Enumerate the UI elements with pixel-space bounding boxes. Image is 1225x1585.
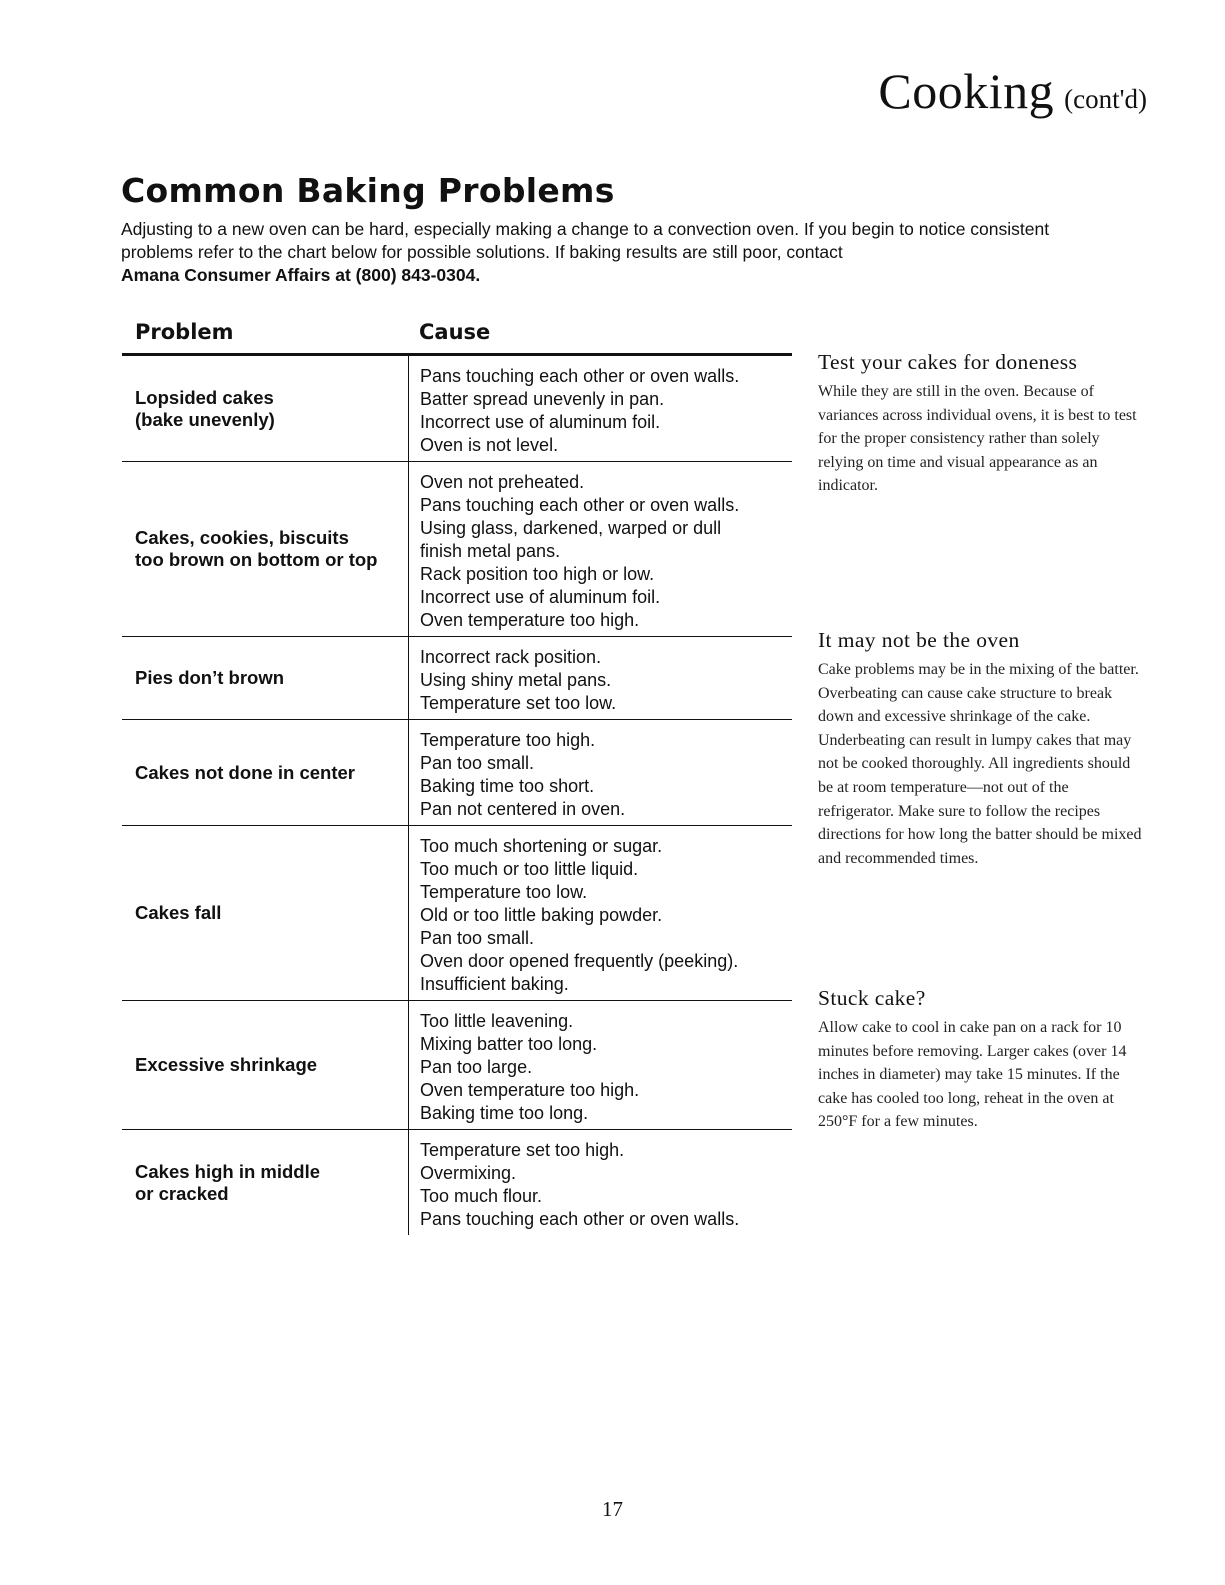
table-row	[122, 826, 792, 1001]
cause-line: Overmixing.	[420, 1163, 517, 1183]
header-title-text: Cooking	[878, 63, 1055, 119]
problem-text: Excessive shrinkage	[135, 1054, 318, 1075]
problem-cell	[122, 462, 408, 636]
tip-heading: Test your cakes for doneness	[818, 350, 1078, 374]
cause-cell	[408, 1130, 792, 1235]
cause-line: Temperature set too low.	[420, 693, 617, 713]
cause-line: Pan too small.	[420, 928, 535, 948]
intro-paragraph	[121, 218, 1081, 287]
cause-line: Too little leavening.	[420, 1011, 574, 1031]
cause-cell	[408, 462, 792, 636]
cause-line: Rack position too high or low.	[420, 564, 655, 584]
problem-cell	[122, 637, 408, 719]
problem-cell	[122, 356, 408, 461]
table-row	[122, 637, 792, 720]
cause-line: Pan not centered in oven.	[420, 799, 626, 819]
cause-line: Old or too little baking powder.	[420, 905, 663, 925]
column-header-cause: Cause	[419, 320, 491, 344]
intro-text: Adjusting to a new oven can be hard, especially making a change to a convection oven. If you begin to notice consistent problems refer to the chart below for possible solutions. If baking results are still poor, contact	[121, 219, 1050, 262]
cause-line: Too much shortening or sugar.	[420, 836, 663, 856]
problem-cell	[122, 826, 408, 1000]
cause-line: Temperature too low.	[420, 882, 588, 902]
header-subtitle-text: (cont'd)	[1064, 84, 1147, 114]
cause-line: Temperature set too high.	[420, 1140, 625, 1160]
table-row	[122, 720, 792, 826]
tip-body: While they are still in the oven. Because of variances across individual ovens, it is best to test for the proper consistency rather than solely relying on time and visual appearance as an indicator.	[818, 383, 1137, 495]
page-header-title	[878, 62, 1147, 120]
problem-text: Cakes, cookies, biscuits too brown on bottom or top	[135, 527, 378, 570]
problem-text: Cakes fall	[135, 902, 222, 923]
problem-text: Pies don’t brown	[135, 667, 285, 688]
table-row	[122, 1130, 792, 1235]
cause-line: Temperature too high.	[420, 730, 596, 750]
baking-problems-table	[122, 353, 792, 1235]
problem-text: Lopsided cakes (bake unevenly)	[135, 386, 275, 430]
problem-text: Cakes high in middle or cracked	[135, 1160, 321, 1204]
cause-line: Pan too large.	[420, 1057, 533, 1077]
page-number: 17	[602, 1497, 623, 1521]
problem-cell	[122, 1001, 408, 1129]
cause-line: Using shiny metal pans.	[420, 670, 612, 690]
tip-stuck-cake	[818, 986, 1148, 1134]
cause-line: Incorrect use of aluminum foil.	[420, 412, 661, 432]
table-row	[122, 462, 792, 637]
cause-line: Mixing batter too long.	[420, 1034, 598, 1054]
cause-line: Oven not preheated.	[420, 472, 585, 492]
tip-doneness	[818, 350, 1148, 498]
tip-body: Cake problems may be in the mixing of the batter. Overbeating can cause cake structure to break down and excessive shrinkage of the cake. Underbeating can result in lumpy cakes that may not be cooked thoroughly. All ingredients should be at room temperature—not out of the refrigerator. Make sure to follow the recipes directions for how long the batter should be mixed and recommended times.	[818, 661, 1142, 867]
cause-line: Pans touching each other or oven walls.	[420, 495, 740, 515]
cause-line: Oven door opened frequently (peeking).	[420, 951, 739, 971]
tip-heading: Stuck cake?	[818, 986, 926, 1010]
cause-cell	[408, 637, 792, 719]
cause-line: Oven temperature too high.	[420, 1080, 640, 1100]
tip-heading: It may not be the oven	[818, 628, 1020, 652]
cause-line: Oven is not level.	[420, 435, 559, 455]
table-row	[122, 1001, 792, 1130]
cause-line: Batter spread unevenly in pan.	[420, 389, 665, 409]
problem-text: Cakes not done in center	[135, 761, 355, 783]
table-row	[122, 356, 792, 462]
cause-line: Oven temperature too high.	[420, 610, 640, 630]
problem-cell	[122, 720, 408, 825]
cause-line: Incorrect rack position.	[420, 647, 602, 667]
column-header-problem: Problem	[135, 320, 234, 344]
cause-line: finish metal pans.	[420, 541, 561, 561]
cause-line: Pans touching each other or oven walls.	[420, 1209, 740, 1229]
cause-cell	[408, 826, 792, 1000]
tip-not-the-oven	[818, 628, 1148, 870]
cause-line: Baking time too long.	[420, 1103, 589, 1123]
problem-cell	[122, 1130, 408, 1235]
cause-cell	[408, 720, 792, 825]
cause-cell	[408, 356, 792, 461]
cause-cell	[408, 1001, 792, 1129]
cause-line: Too much or too little liquid.	[420, 859, 639, 879]
section-title: Common Baking Problems	[121, 171, 615, 210]
cause-line: Pans touching each other or oven walls.	[420, 366, 740, 386]
tip-body: Allow cake to cool in cake pan on a rack for 10 minutes before removing. Larger cakes (over 14 inches in diameter) may take 15 minutes. If the cake has cooled too long, reheat in the oven at 250°F for a few minutes.	[818, 1019, 1127, 1131]
cause-line: Insufficient baking.	[420, 974, 569, 994]
contact-line: Amana Consumer Affairs at (800) 843-0304.	[121, 265, 481, 285]
cause-line: Too much flour.	[420, 1186, 543, 1206]
cause-line: Pan too small.	[420, 753, 535, 773]
cause-line: Baking time too short.	[420, 776, 595, 796]
cause-line: Using glass, darkened, warped or dull	[420, 518, 722, 538]
cause-line: Incorrect use of aluminum foil.	[420, 587, 661, 607]
